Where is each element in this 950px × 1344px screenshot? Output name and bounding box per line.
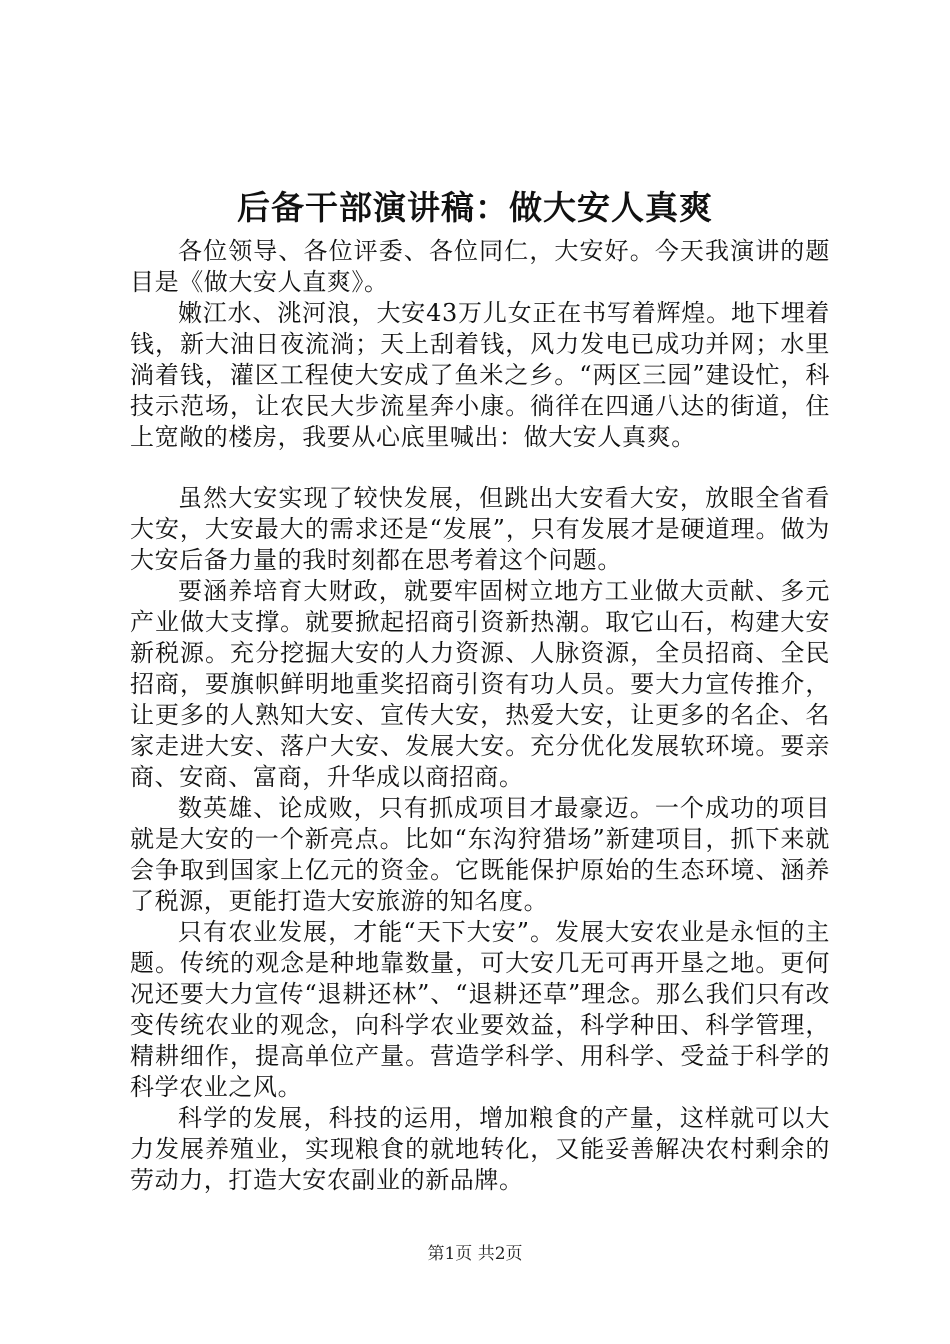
paragraph-science: 科学的发展，科技的运用，增加粮食的产量，这样就可以大力发展养殖业，实现粮食的就地转化，又能妥善解决农村剩余的劳动力，打造大安农副业的新品牌。	[130, 1104, 830, 1194]
document-title: 后备干部演讲稿：做大安人真爽	[237, 188, 713, 227]
paragraph-development: 虽然大安实现了较快发展，但跳出大安看大安，放眼全省看大安，大安最大的需求还是“发展”，只有发展才是硬道理。做为大安后备力量的我时刻都在思考着这个问题。	[130, 484, 830, 574]
paragraph-intro: 嫩江水、洮河浪，大安43万儿女正在书写着辉煌。地下埋着钱，新大油日夜流淌；天上刮着钱，风力发电已成功并网；水里淌着钱，灌区工程使大安成了鱼米之乡。“两区三园”建设忙，科技示范场，让农民大步流星奔小康。徜徉在四通八达的街道，住上宽敞的楼房，我要从心底里喊出：做大安人真爽。	[130, 299, 830, 451]
paragraph-agriculture: 只有农业发展，才能“天下大安”。发展大安农业是永恒的主题。传统的观念是种地靠数量，可大安几无可再开垦之地。更何况还要大力宣传“退耕还林”、“退耕还草”理念。那么我们只有改变传统农业的观念，向科学农业要效益，科学种田、科学管理，精耕细作，提高单位产量。营造学科学、用科学、受益于科学的科学农业之风。	[130, 918, 830, 1101]
paragraph-greeting: 各位领导、各位评委、各位同仁，大安好。今天我演讲的题目是《做大安人直爽》。	[130, 237, 830, 296]
page-footer: 第1页 共2页	[427, 1244, 523, 1264]
paragraph-projects: 数英雄、论成败，只有抓成项目才最豪迈。一个成功的项目就是大安的一个新亮点。比如“东沟狩猎场”新建项目，抓下来就会争取到国家上亿元的资金。它既能保护原始的生态环境、涵养了税源，更能打造大安旅游的知名度。	[130, 794, 830, 915]
paragraph-finance: 要涵养培育大财政，就要牢固树立地方工业做大贡献、多元产业做大支撑。就要掀起招商引资新热潮。取它山石，构建大安新税源。充分挖掘大安的人力资源、人脉资源，全员招商、全民招商，要旗帜鲜明地重奖招商引资有功人员。要大力宣传推介，让更多的人熟知大安、宣传大安，热爱大安，让更多的名企、名家走进大安、落户大安、发展大安。充分优化发展软环境。要亲商、安商、富商，升华成以商招商。	[130, 577, 830, 791]
document-body	[130, 236, 830, 1196]
